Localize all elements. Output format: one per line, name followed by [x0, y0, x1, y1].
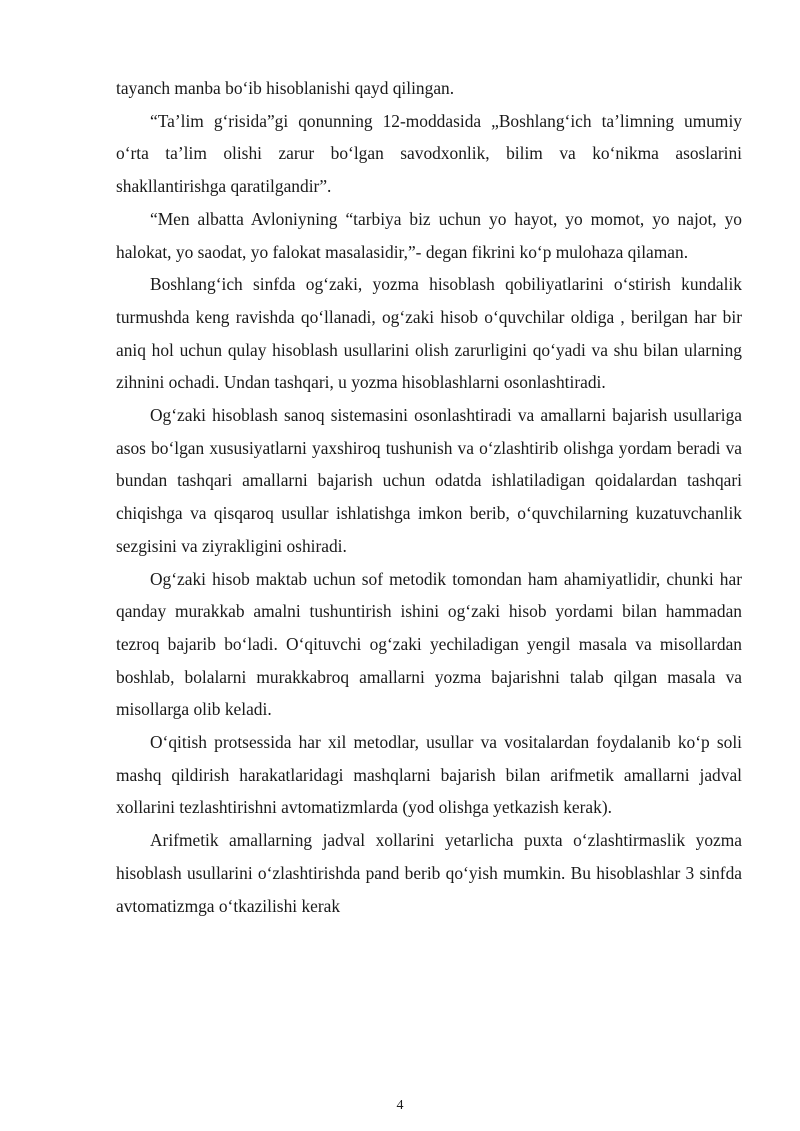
paragraph-avloniy-quote: “Men albatta Avloniyning “tarbiya biz uchun yo hayot, yo momot, yo najot, yo halokat, yo saodat, yo falokat masalasidir,”- degan fikrini ko‘p mulohaza qilaman.	[116, 208, 742, 262]
paragraph-teaching-process: O‘qitish protsessida har xil metodlar, usullar va vositalardan foydalanib ko‘p soli mashq qildirish harakatlaridagi mashqlarni bajarish bilan arifmetik amallarni jadval xollarini tezlashtirishni avtomatizmlarda (yod olishga yetkazish kerak).	[116, 732, 742, 818]
paragraph-law-quote: “Ta’lim g‘risida”gi qonunning 12-moddasida „Boshlang‘ich ta’limning umumiy o‘rta ta’lim olishi zarur bo‘lgan savodxonlik, bilim va ko‘nikma asoslarini shakllantirishga qaratilgandir”.	[116, 110, 742, 197]
body-text	[116, 72, 742, 922]
paragraph-continuation: tayanch manba bo‘ib hisoblanishi qayd qilingan.	[116, 78, 455, 98]
page-number: 4	[396, 1098, 404, 1113]
paragraph-oral-calculation: Og‘zaki hisoblash sanoq sistemasini osonlashtiradi va amallarni bajarish usullariga asos bo‘lgan xususiyatlarni yaxshiroq tushunish va o‘zlashtirib olishga yordam beradi va bundan tashqari amallarni bajarish uchun odatda ishlatiladigan qoidalardan tashqari chiqishga va qisqaroq usullar ishlatishga imkon berib, o‘quvchilarning kuzatuvchanlik sezgisini va ziyrakligini oshiradi.	[116, 405, 742, 556]
paragraph-primary-class: Boshlang‘ich sinfda og‘zaki, yozma hisoblash qobiliyatlarini o‘stirish kundalik turmushda keng ravishda qo‘llanadi, og‘zaki hisob o‘quvchilar oldiga , berilgan har bir aniq hol uchun qulay hisoblash usullarini olish zarurligini qo‘yadi va shu bilan ularning zihnini ochadi. Undan tashqari, u yozma hisoblashlarni osonlashtiradi.	[116, 274, 742, 393]
paragraph-methodical-importance: Og‘zaki hisob maktab uchun sof metodik tomondan ham ahamiyatlidir, chunki har qanday murakkab amalni tushuntirish ishini og‘zaki hisob yordami bilan hammadan tezroq bajarib bo‘ladi. O‘qituvchi og‘zaki yechiladigan yengil masala va misollardan boshlab, bolalarni murakkabroq amallarni yozma bajarishni talab qilgan masala va misollarga olib keladi.	[116, 568, 742, 720]
paragraph-arithmetic-tables: Arifmetik amallarning jadval xollarini yetarlicha puxta o‘zlashtirmaslik yozma hisoblash usullarini o‘zlashtirishda pand berib qo‘yish mumkin. Bu hisoblashlar 3 sinfda avtomatizmga o‘tkazilishi kerak	[116, 830, 742, 916]
